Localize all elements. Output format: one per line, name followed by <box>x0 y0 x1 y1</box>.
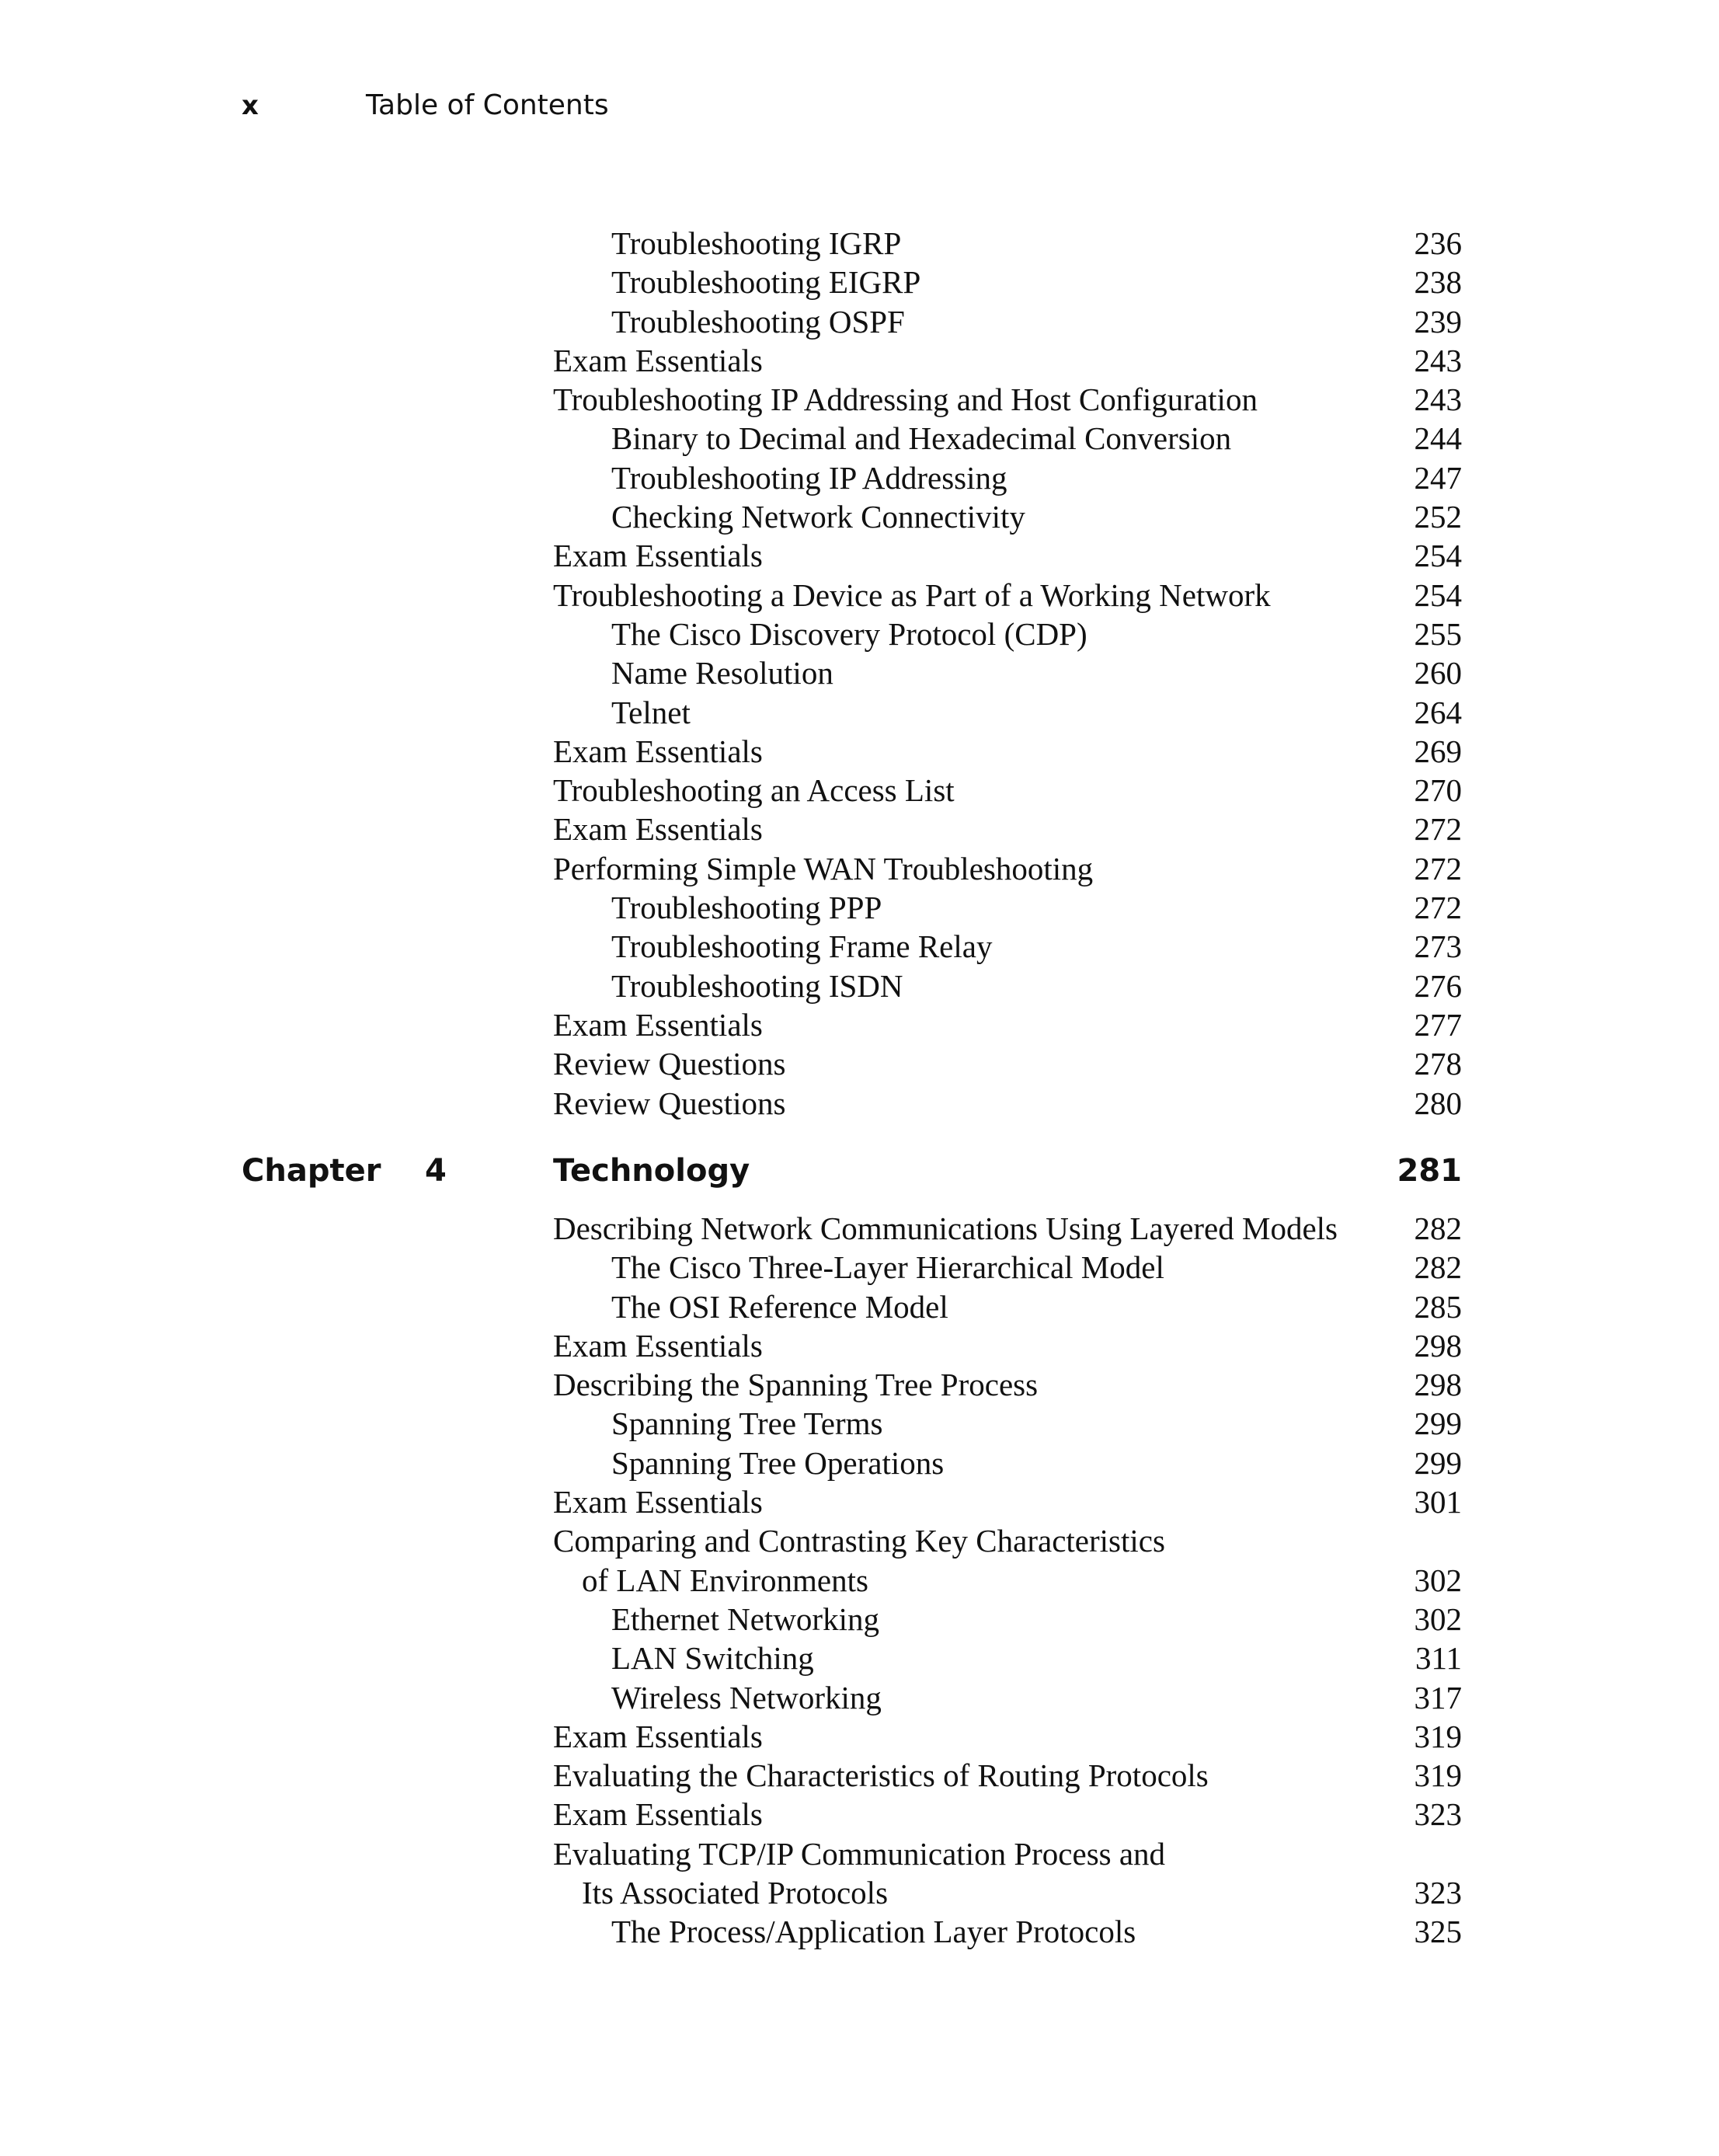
toc-entry[interactable] <box>553 810 1462 848</box>
toc-entry-page-number: 325 <box>1414 1914 1462 1950</box>
toc-entry[interactable] <box>553 1248 1462 1287</box>
toc-entry-label: Spanning Tree Operations <box>611 1444 945 1481</box>
toc-entry-label: Describing the Spanning Tree Process <box>553 1367 1039 1403</box>
toc-entry-label: of LAN Environments <box>582 1562 868 1598</box>
toc-entry[interactable] <box>553 263 1462 301</box>
toc-entry[interactable] <box>553 419 1462 458</box>
toc-entry[interactable] <box>553 1795 1462 1834</box>
toc-entry[interactable] <box>553 1756 1462 1795</box>
toc-entry[interactable] <box>553 224 1462 263</box>
toc-entry-page-number: 243 <box>1414 342 1462 378</box>
toc-entry-label: Checking Network Connectivity <box>611 499 1025 535</box>
toc-entry[interactable] <box>553 458 1462 497</box>
toc-entry-label: Describing Network Communications Using Layered Models <box>553 1210 1338 1246</box>
toc-entry[interactable] <box>553 732 1462 771</box>
toc-entry-label: Exam Essentials <box>553 1327 763 1364</box>
toc-entry-page-number: 323 <box>1414 1796 1462 1833</box>
toc-entry-page-number: 319 <box>1414 1757 1462 1794</box>
toc-entry-label: Its Associated Protocols <box>582 1875 889 1911</box>
toc-entry-label: Telnet <box>611 694 691 730</box>
chapter-title: Technology <box>553 1153 750 1189</box>
toc-entry[interactable] <box>553 1444 1462 1482</box>
toc-entry-page-number: 252 <box>1414 499 1462 535</box>
toc-entry[interactable] <box>553 693 1462 732</box>
toc-entry-label: Troubleshooting ISDN <box>611 967 903 1004</box>
toc-entry[interactable] <box>553 302 1462 341</box>
toc-entry[interactable] <box>553 967 1462 1005</box>
toc-entry-page-number: 317 <box>1414 1679 1462 1715</box>
toc-entry-label: The Cisco Three-Layer Hierarchical Model <box>611 1249 1164 1286</box>
toc-entry-label: Exam Essentials <box>553 1718 763 1754</box>
toc-entry[interactable] <box>553 1044 1462 1083</box>
toc-entry[interactable] <box>553 771 1462 810</box>
toc-entry-page-number: 282 <box>1414 1210 1462 1246</box>
chapter-heading[interactable] <box>242 1146 1462 1196</box>
toc-entry-page-number: 285 <box>1414 1288 1462 1325</box>
toc-entry[interactable] <box>553 497 1462 536</box>
toc-entry-label: Binary to Decimal and Hexadecimal Conversion <box>611 420 1232 457</box>
toc-entry-page-number: 298 <box>1414 1327 1462 1364</box>
toc-entry[interactable] <box>553 536 1462 575</box>
toc-entry[interactable] <box>553 380 1462 419</box>
toc-entry-label: Evaluating the Characteristics of Routing Protocols <box>553 1757 1209 1794</box>
toc-entry[interactable] <box>553 1084 1462 1123</box>
toc-entry-label: Troubleshooting a Device as Part of a Working Network <box>553 576 1271 613</box>
toc-entry-page-number: 298 <box>1414 1367 1462 1403</box>
toc-entry[interactable] <box>553 1678 1462 1717</box>
toc-entry-label: The OSI Reference Model <box>611 1288 948 1325</box>
toc-entry[interactable] <box>553 615 1462 653</box>
toc-entry[interactable] <box>553 1005 1462 1044</box>
toc-entry-page-number: 254 <box>1414 538 1462 574</box>
toc-entry-page-number: 236 <box>1414 225 1462 261</box>
toc-entry-page-number: 277 <box>1414 1006 1462 1043</box>
toc-entry-label: Exam Essentials <box>553 811 763 848</box>
toc-entry-label: Comparing and Contrasting Key Characteristics <box>553 1523 1165 1559</box>
toc-entry-page-number: 302 <box>1414 1562 1462 1598</box>
toc-entry-label: Exam Essentials <box>553 733 763 769</box>
toc-entry-label: Troubleshooting an Access List <box>553 772 955 809</box>
toc-entry[interactable] <box>553 653 1462 692</box>
toc-entry-label: Troubleshooting PPP <box>611 890 882 926</box>
toc-entry-label: Name Resolution <box>611 655 833 691</box>
toc-entry[interactable] <box>553 927 1462 966</box>
toc-entry-page-number: 269 <box>1414 733 1462 769</box>
chapter-number: 4 <box>425 1153 447 1189</box>
toc-entry-page-number: 319 <box>1414 1718 1462 1754</box>
toc-entry-page-number: 299 <box>1414 1405 1462 1442</box>
toc-entry-page-number: 273 <box>1414 928 1462 965</box>
toc-entry[interactable] <box>553 1404 1462 1443</box>
toc-entry[interactable] <box>553 1717 1462 1756</box>
toc-entry-page-number: 323 <box>1414 1875 1462 1911</box>
toc-entry-label: LAN Switching <box>611 1640 814 1677</box>
toc-entry[interactable] <box>553 1600 1462 1639</box>
toc-entry[interactable] <box>553 1326 1462 1365</box>
toc-entry-page-number: 239 <box>1414 303 1462 340</box>
toc-entry-page-number: 272 <box>1414 811 1462 848</box>
toc-entry-continuation[interactable] <box>553 1873 1462 1912</box>
toc-entry[interactable] <box>553 1209 1462 1248</box>
toc-entry[interactable] <box>553 1365 1462 1404</box>
toc-entry-label: Exam Essentials <box>553 342 763 378</box>
toc-entry-page-number: 260 <box>1414 655 1462 691</box>
toc-entry-label: Troubleshooting IP Addressing <box>611 459 1007 496</box>
toc-entry[interactable] <box>553 341 1462 380</box>
toc-entry[interactable] <box>553 1482 1462 1521</box>
toc-entry-label: Troubleshooting OSPF <box>611 303 905 340</box>
toc-entry-label: Exam Essentials <box>553 538 763 574</box>
toc-entry-continuation[interactable] <box>553 1561 1462 1600</box>
toc-entry-label: Troubleshooting IGRP <box>611 225 902 261</box>
chapter-word: Chapter <box>242 1153 381 1189</box>
toc-entry[interactable] <box>553 1287 1462 1326</box>
toc-entry-page-number: 254 <box>1414 576 1462 613</box>
toc-entry-page-number: 238 <box>1414 264 1462 301</box>
toc-entry-label: Exam Essentials <box>553 1006 763 1043</box>
toc-block-two <box>553 1209 1462 1952</box>
toc-entry-page-number: 244 <box>1414 420 1462 457</box>
toc-entry-page-number: 282 <box>1414 1249 1462 1286</box>
toc-entry-page-number: 301 <box>1414 1484 1462 1520</box>
toc-entry-label: Troubleshooting EIGRP <box>611 264 921 301</box>
toc-block-one <box>553 224 1462 1123</box>
toc-entry-page-number: 264 <box>1414 694 1462 730</box>
toc-entry-label: Exam Essentials <box>553 1796 763 1833</box>
toc-entry-page-number: 276 <box>1414 967 1462 1004</box>
toc-entry[interactable] <box>553 1912 1462 1951</box>
toc-entry-label: Spanning Tree Terms <box>611 1405 883 1442</box>
toc-entry-label: Evaluating TCP/IP Communication Process and <box>553 1835 1166 1872</box>
toc-entry-page-number: 255 <box>1414 615 1462 652</box>
toc-entry[interactable] <box>553 1834 1462 1873</box>
toc-entry-page-number: 272 <box>1414 890 1462 926</box>
toc-entry-page-number: 243 <box>1414 381 1462 418</box>
toc-entry[interactable] <box>553 576 1462 615</box>
toc-entry[interactable] <box>553 849 1462 888</box>
toc-entry-label: Ethernet Networking <box>611 1600 879 1637</box>
toc-entry-label: Performing Simple WAN Troubleshooting <box>553 850 1094 886</box>
toc-entry-label: The Process/Application Layer Protocols <box>611 1914 1136 1950</box>
toc-entry-label: Review Questions <box>553 1046 786 1082</box>
toc-entry-label: The Cisco Discovery Protocol (CDP) <box>611 615 1087 652</box>
toc-entry-label: Wireless Networking <box>611 1679 882 1715</box>
toc-entry-label: Troubleshooting IP Addressing and Host Configuration <box>553 381 1258 418</box>
chapter-page-number: 281 <box>1397 1153 1462 1189</box>
toc-entry-label: Troubleshooting Frame Relay <box>611 928 993 965</box>
toc-entry-page-number: 302 <box>1414 1600 1462 1637</box>
toc-entry-label: Review Questions <box>553 1085 786 1121</box>
toc-entry[interactable] <box>553 888 1462 927</box>
toc-entry[interactable] <box>553 1521 1462 1560</box>
page-folio: x <box>242 90 259 121</box>
toc-entry-page-number: 280 <box>1414 1085 1462 1121</box>
toc-entry-page-number: 270 <box>1414 772 1462 809</box>
toc-entry-page-number: 299 <box>1414 1444 1462 1481</box>
toc-entry-label: Exam Essentials <box>553 1484 763 1520</box>
running-head <box>242 85 609 126</box>
toc-entry-page-number: 247 <box>1414 459 1462 496</box>
toc-entry-page-number: 278 <box>1414 1046 1462 1082</box>
running-head-title: Table of Contents <box>366 89 609 121</box>
toc-entry[interactable] <box>553 1639 1462 1677</box>
toc-entry-page-number: 311 <box>1415 1640 1462 1677</box>
toc-entry-page-number: 272 <box>1414 850 1462 886</box>
